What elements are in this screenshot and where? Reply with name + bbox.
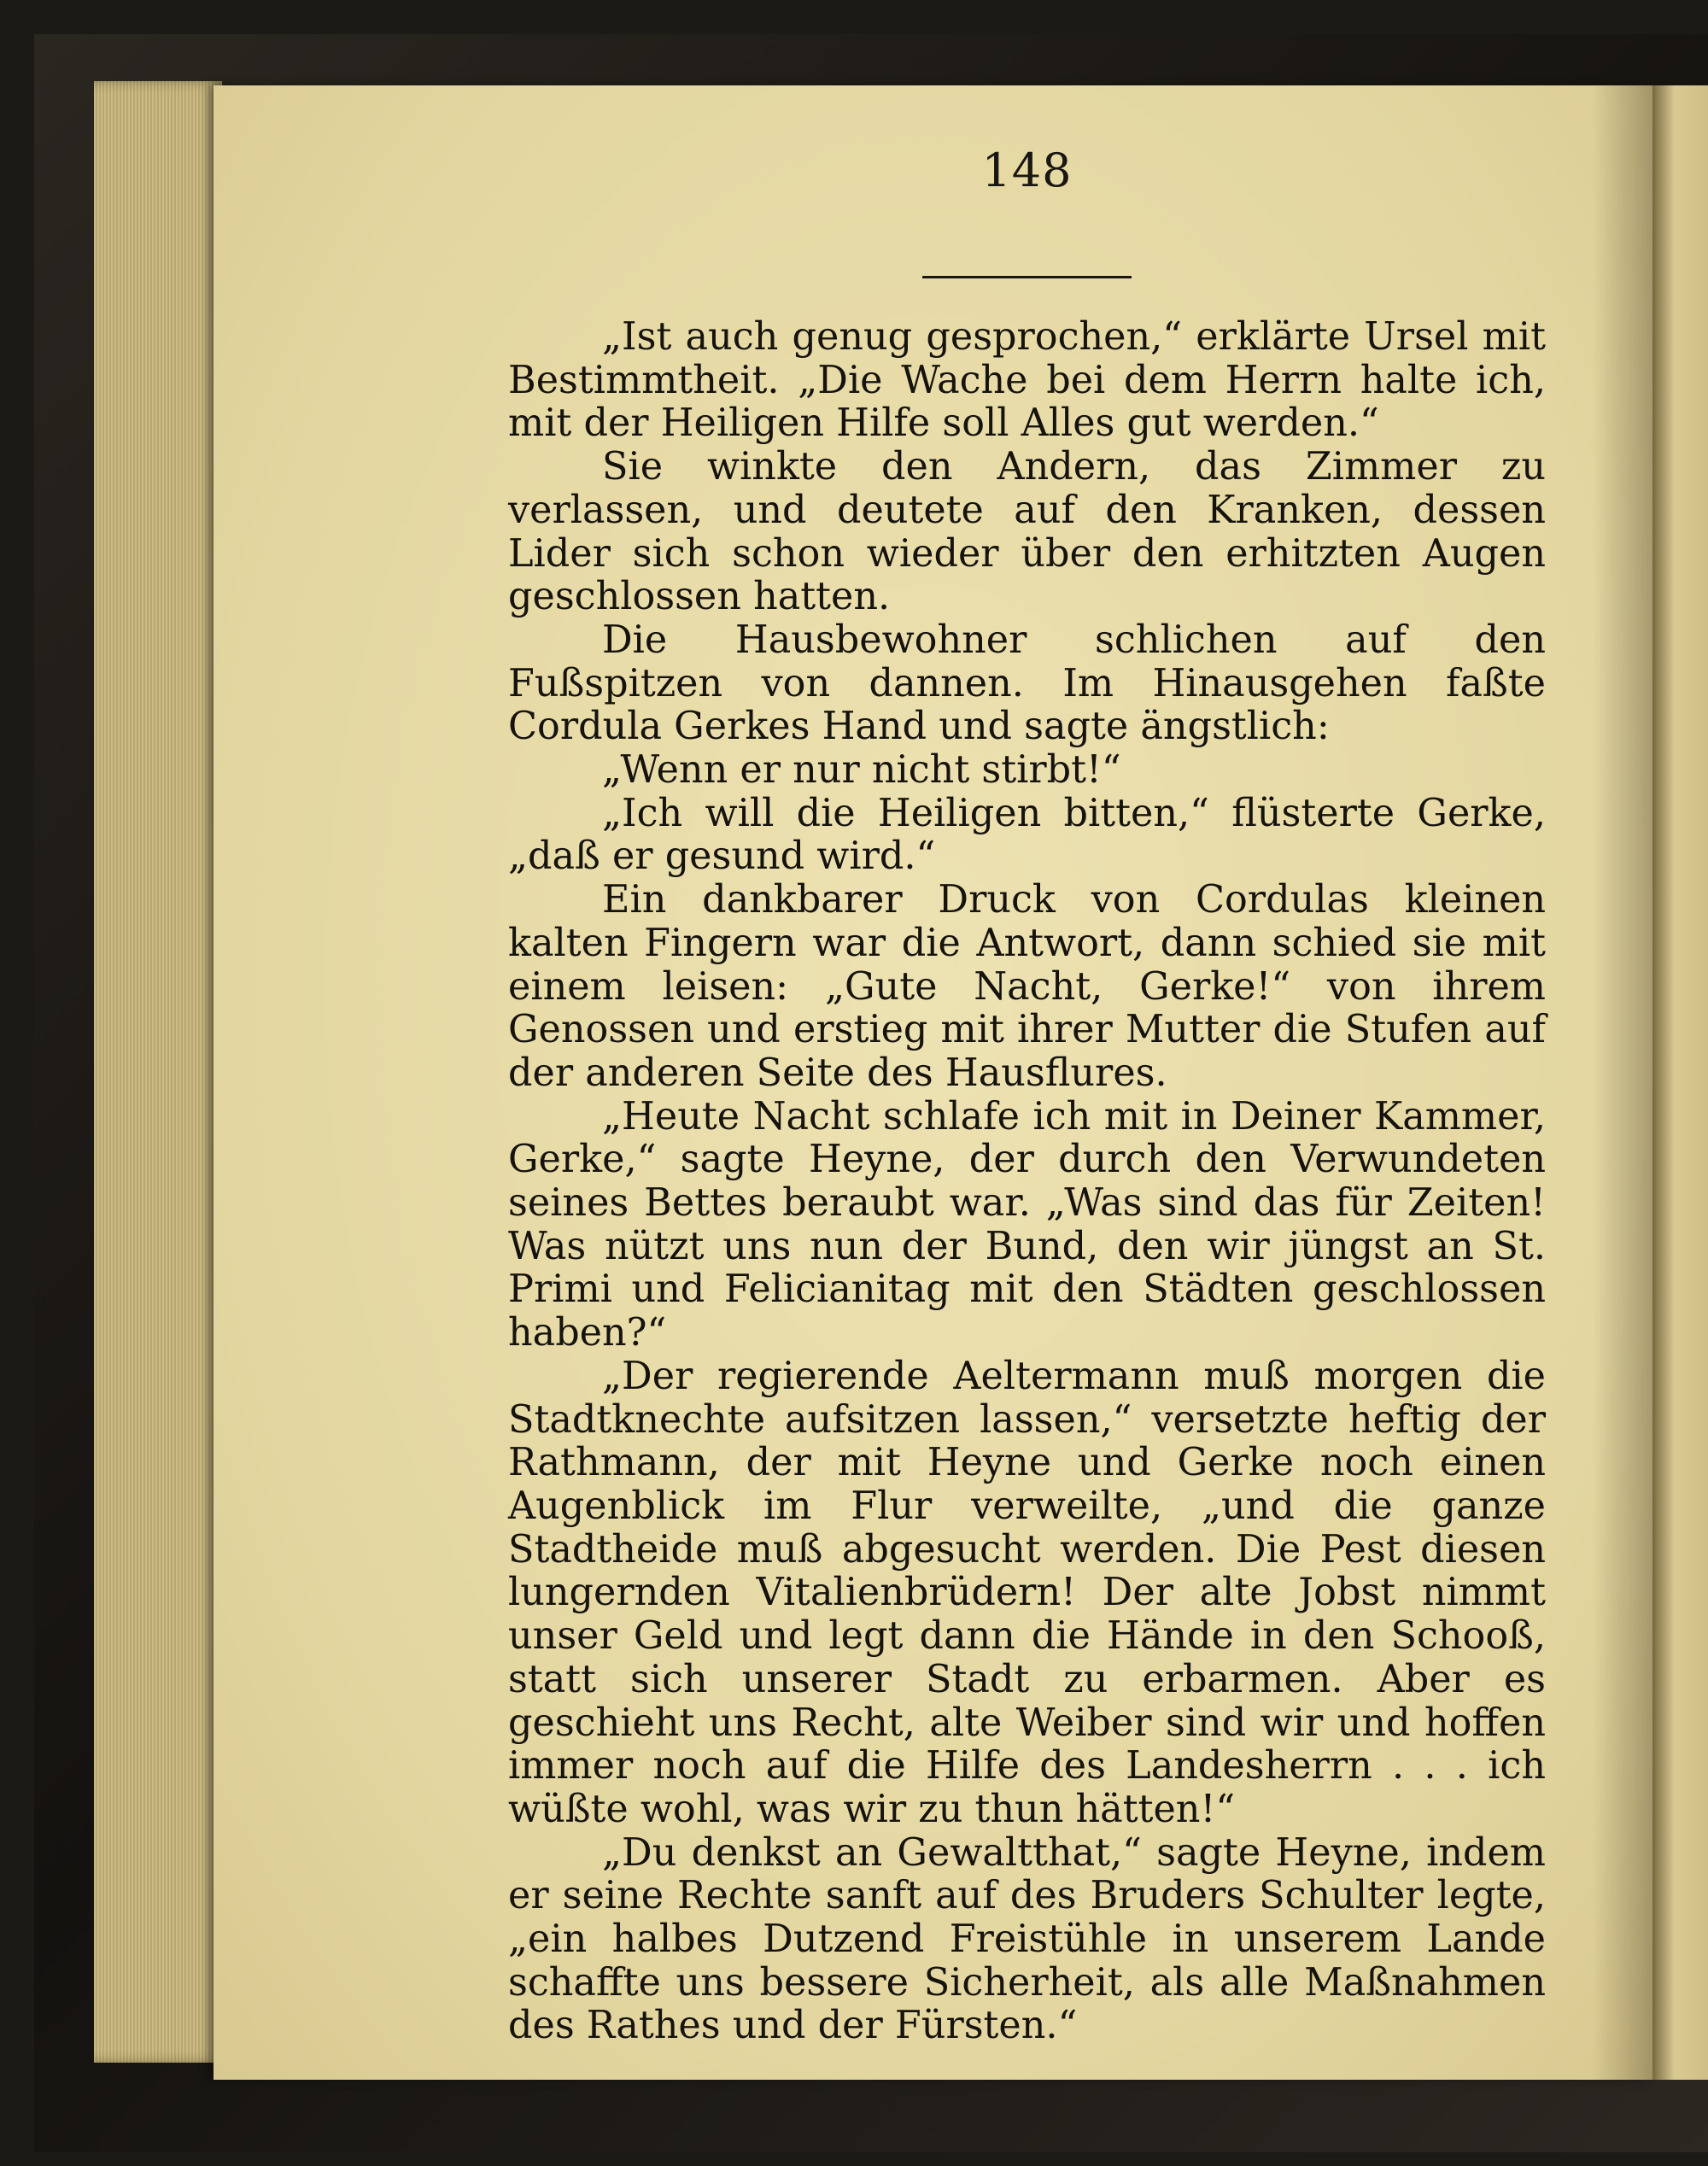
paragraph: „Heute Nacht schlafe ich mit in Deiner Kammer, Gerke,“ sagte Heyne, der durch den Verwundeten seines Bettes beraubt war. „Was sind das für Zeiten! Was nützt uns nun der Bund, den wir jüngst an St. Primi und Felicianitag mit den Städten geschlossen haben?“: [508, 1094, 1546, 1355]
paragraph: „Wenn er nur nicht stirbt!“: [602, 748, 1121, 793]
paragraph: Ein dankbarer Druck von Cordulas kleinen kalten Fingern war die Antwort, dann schied sie mit einem leisen: „Gute Nacht, Gerke!“ von ihrem Genossen und erstieg mit ihrer Mutter die Stufen auf der anderen Seite des Hausflures.: [508, 878, 1546, 1095]
body-text: [508, 316, 1546, 2048]
spine-shadow: [1593, 85, 1652, 2080]
paragraph: Sie winkte den Andern, das Zimmer zu verlassen, und deutete auf den Kranken, dessen Lider sich schon wieder über den erhitzten Augen geschlossen hatten.: [508, 445, 1546, 619]
paragraph: „Ich will die Heiligen bitten,“ flüsterte Gerke, „daß er gesund wird.“: [508, 791, 1546, 879]
page-number: 148: [981, 143, 1073, 197]
paragraph: „Du denkst an Gewaltthat,“ sagte Heyne, indem er seine Rechte sanft auf des Bruders Schulter legte, „ein halbes Dutzend Freistühle in unserem Lande schaffte uns bessere Sicherheit, als alle Maßnahmen des Rathes und der Fürsten.“: [508, 1830, 1546, 2048]
page-number-rule: [922, 276, 1132, 278]
paragraph: „Ist auch genug gesprochen,“ erklärte Ursel mit Bestimmtheit. „Die Wache bei dem Herrn halte ich, mit der Heiligen Hilfe soll Alles gut werden.“: [508, 315, 1546, 446]
facing-page-edge: [1652, 85, 1708, 2080]
page-block-edge: [94, 81, 222, 2063]
paragraph: „Der regierende Aeltermann muß morgen die Stadtknechte aufsitzen lassen,“ versetzte heftig der Rathmann, der mit Heyne und Gerke noch einen Augenblick im Flur verweilte, „und die ganze Stadtheide muß abgesucht werden. Die Pest diesen lungernden Vitalienbrüdern! Der alte Jobst nimmt unser Geld und legt dann die Hände in den Schooß, statt sich unserer Stadt zu erbarmen. Aber es geschieht uns Recht, alte Weiber sind wir und hoffen immer noch auf die Hilfe des Landesherrn . . . ich wüßte wohl, was wir zu thun hätten!“: [508, 1354, 1546, 1831]
paragraph: Die Hausbewohner schlichen auf den Fußspitzen von dannen. Im Hinausgehen faßte Cordula Gerkes Hand und sagte ängstlich:: [508, 618, 1546, 749]
